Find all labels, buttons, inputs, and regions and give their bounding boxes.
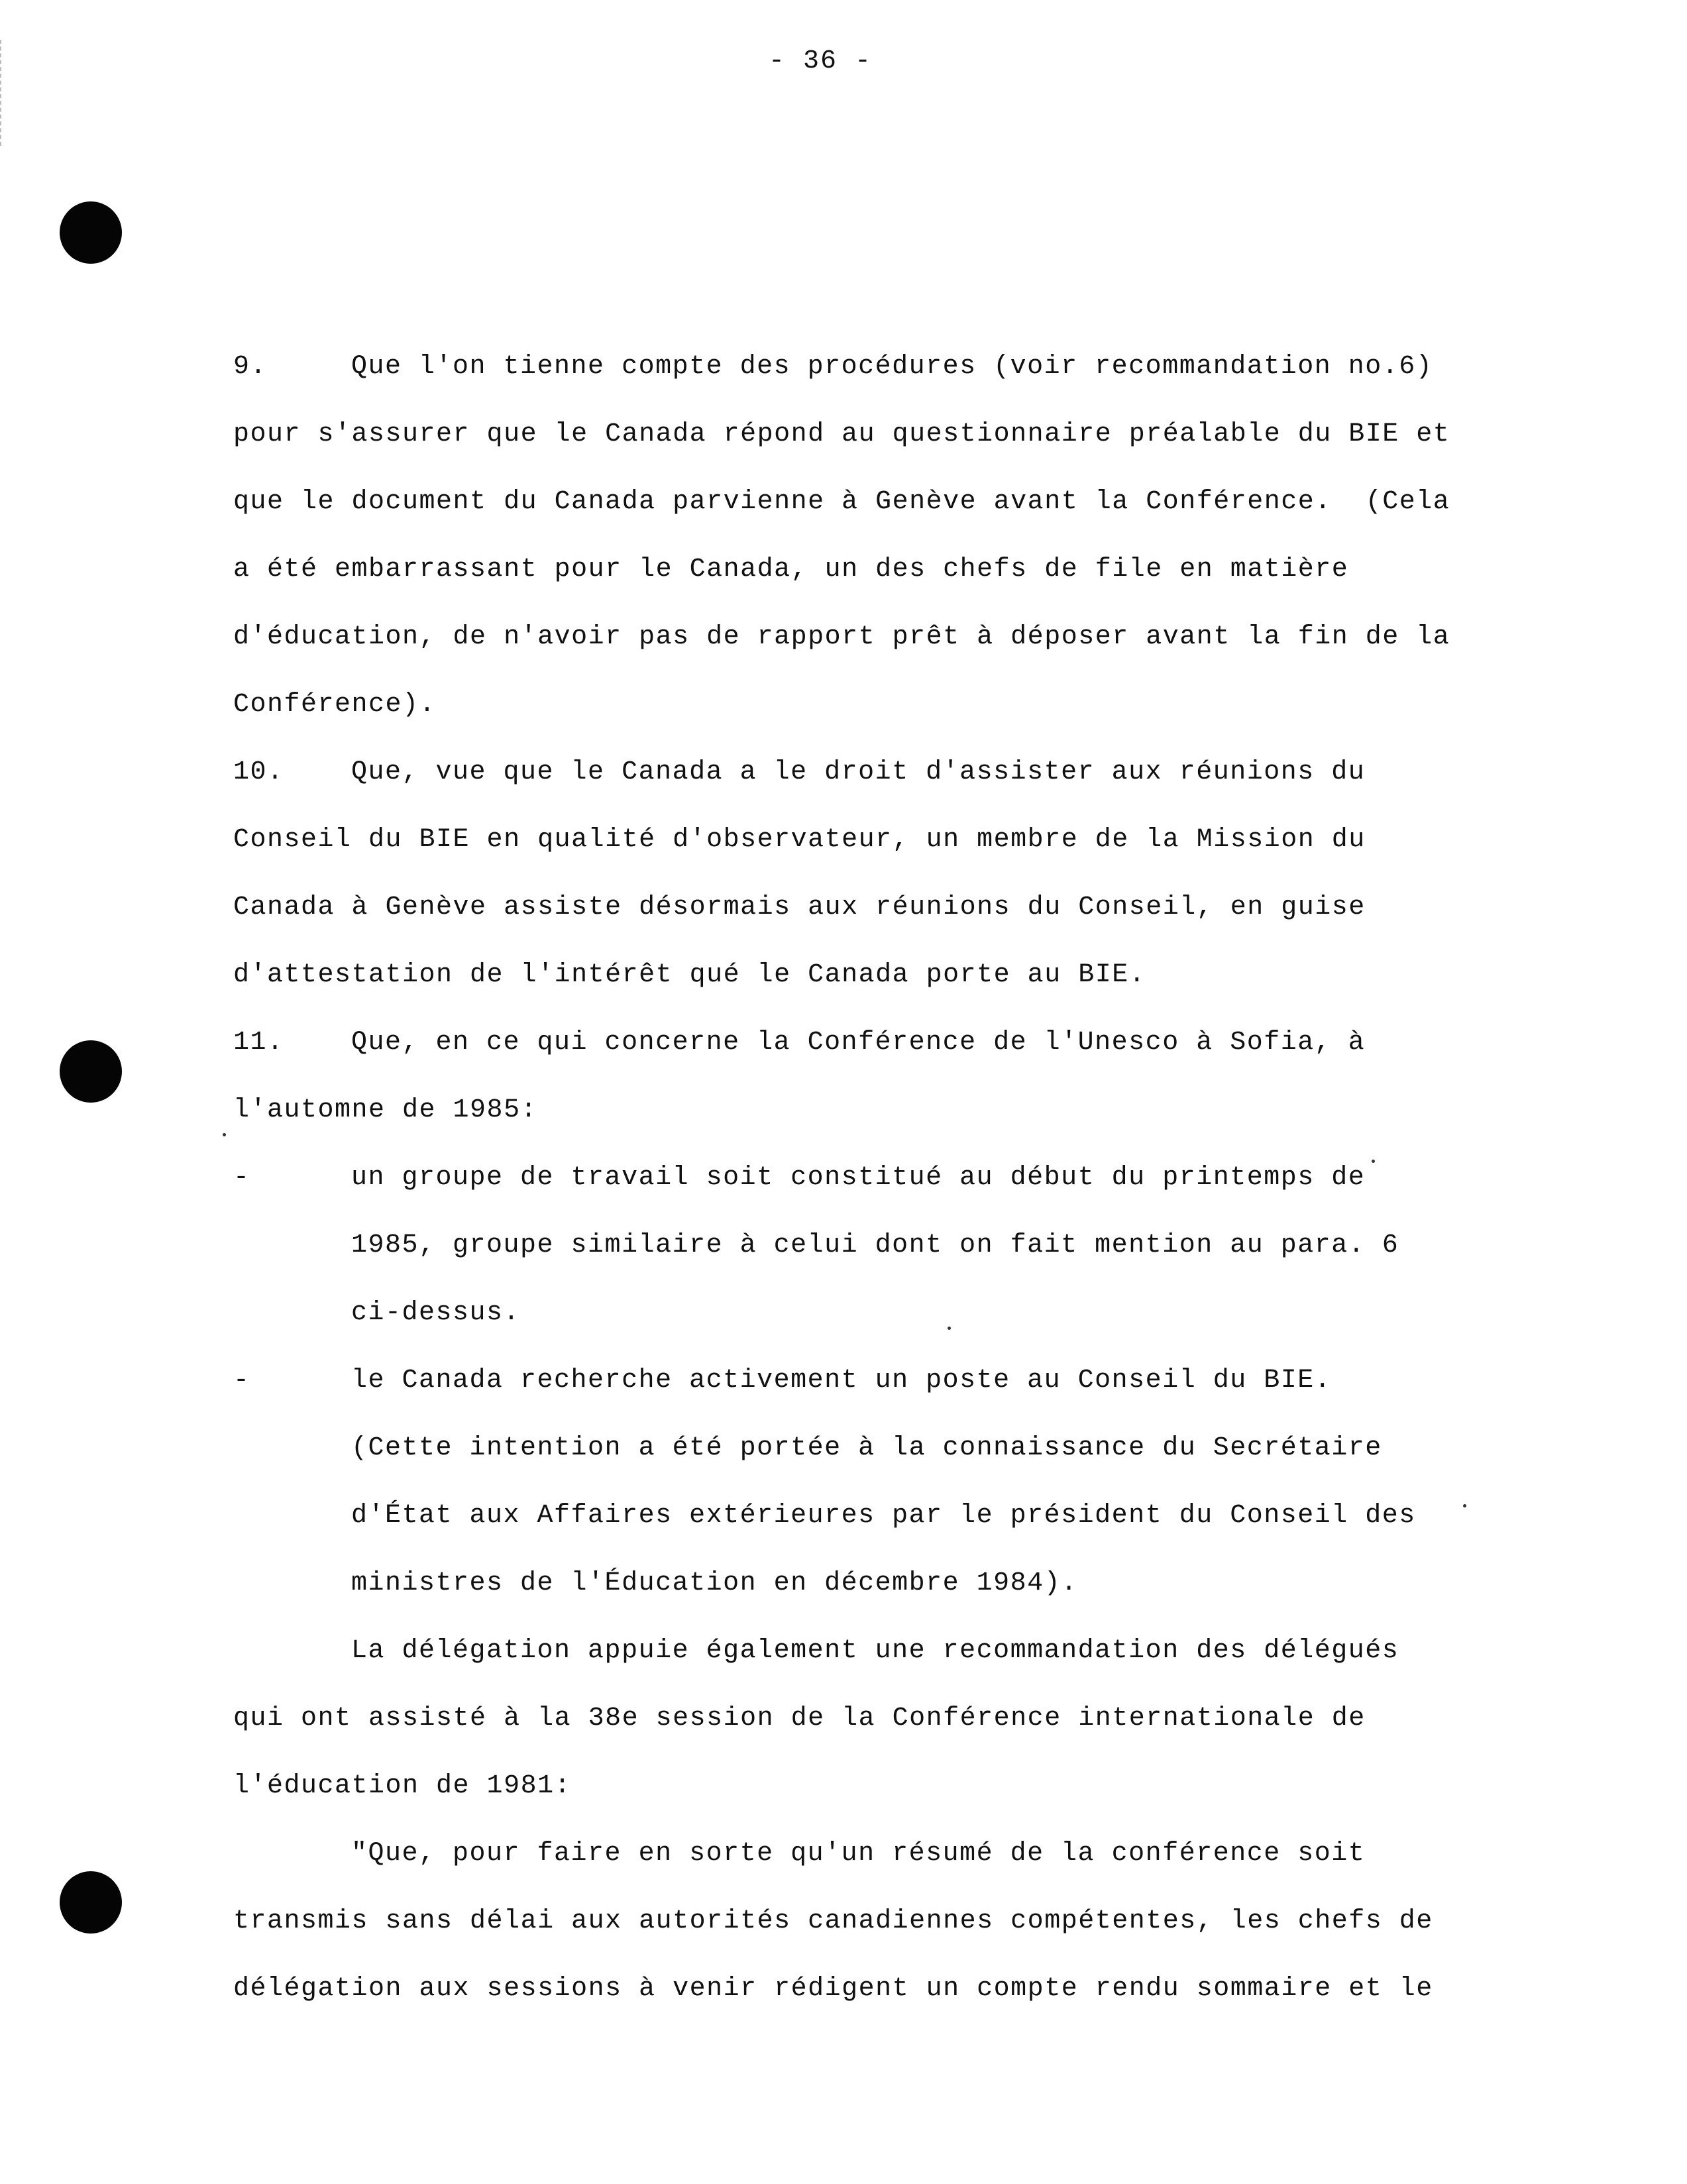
text-line: (Cette intention a été portée à la connaissance du Secrétaire: [351, 1433, 1382, 1463]
text-line: qui ont assisté à la 38e session de la Conférence internationale de: [233, 1704, 1366, 1733]
text-line: ministres de l'Éducation en décembre 1984).: [351, 1568, 1078, 1598]
text-line: l'automne de 1985:: [233, 1095, 538, 1125]
punch-hole-bottom: [60, 1871, 122, 1934]
scan-speck: [1372, 1160, 1375, 1163]
text-line: Que, en ce qui concerne la Conférence de l'Unesco à Sofia, à: [351, 1028, 1366, 1058]
text-line: transmis sans délai aux autorités canadiennes compétentes, les chefs de: [233, 1906, 1433, 1936]
page-number: - 36 -: [769, 46, 873, 76]
text-line: pour s'assurer que le Canada répond au questionnaire préalable du BIE et: [233, 419, 1450, 449]
scan-edge-mark: [0, 40, 3, 146]
scan-speck: [1463, 1504, 1466, 1507]
text-line: 1985, groupe similaire à celui dont on fait mention au para. 6: [351, 1230, 1399, 1260]
text-line: le Canada recherche activement un poste au Conseil du BIE.: [351, 1366, 1332, 1395]
text-line: l'éducation de 1981:: [233, 1771, 572, 1801]
text-line: a été embarrassant pour le Canada, un des chefs de file en matière: [233, 555, 1349, 584]
list-dash: -: [233, 1163, 250, 1193]
text-line: que le document du Canada parvienne à Genève avant la Conférence. (Cela: [233, 487, 1450, 517]
item-number-11: 11.: [233, 1028, 284, 1058]
text-line: Conseil du BIE en qualité d'observateur, un membre de la Mission du: [233, 825, 1366, 855]
scan-speck: [223, 1133, 226, 1136]
text-line: "Que, pour faire en sorte qu'un résumé de la conférence soit: [351, 1839, 1366, 1869]
text-line: d'attestation de l'intérêt qué le Canada porte au BIE.: [233, 960, 1146, 990]
item-number-10: 10.: [233, 757, 284, 787]
text-line: d'éducation, de n'avoir pas de rapport prêt à déposer avant la fin de la: [233, 622, 1450, 652]
text-line: ci-dessus.: [351, 1298, 521, 1328]
text-line: Canada à Genève assiste désormais aux réunions du Conseil, en guise: [233, 893, 1366, 922]
text-line: un groupe de travail soit constitué au début du printemps de: [351, 1163, 1366, 1193]
punch-hole-top: [60, 201, 122, 264]
text-line: La délégation appuie également une recommandation des délégués: [351, 1636, 1399, 1666]
scan-speck: [948, 1327, 951, 1330]
text-line: d'État aux Affaires extérieures par le président du Conseil des: [351, 1501, 1416, 1531]
text-line: Conférence).: [233, 690, 437, 720]
item-number-9: 9.: [233, 352, 268, 382]
list-dash: -: [233, 1366, 250, 1395]
text-line: Que, vue que le Canada a le droit d'assister aux réunions du: [351, 757, 1366, 787]
text-line: délégation aux sessions à venir rédigent un compte rendu sommaire et le: [233, 1974, 1433, 2004]
punch-hole-middle: [60, 1040, 122, 1103]
text-line: Que l'on tienne compte des procédures (voir recommandation no.6): [351, 352, 1433, 382]
